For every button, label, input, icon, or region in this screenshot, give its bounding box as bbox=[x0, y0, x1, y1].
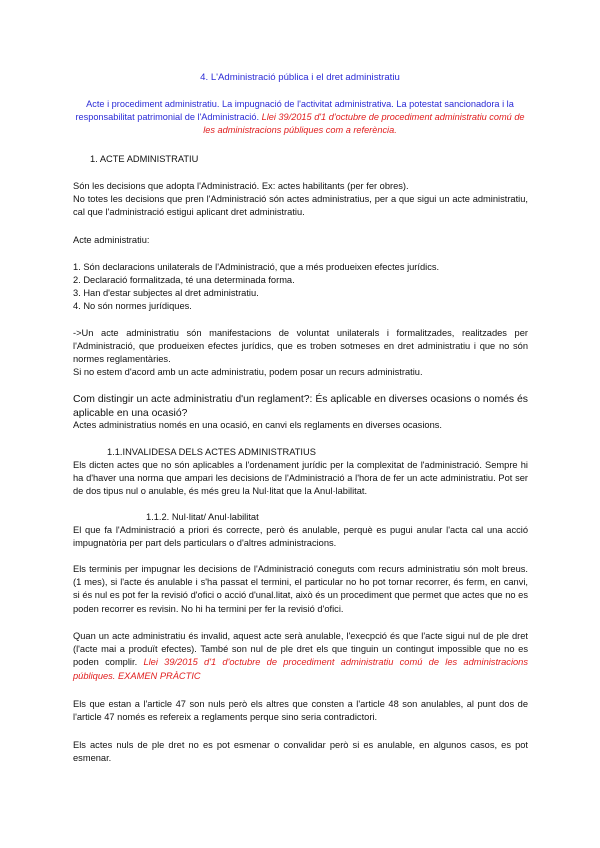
list-item: 3. Han d'estar subjectes al dret administratiu. bbox=[73, 288, 259, 298]
question: Com distingir un acte administratiu d'un reglament?: És aplicable en diverses ocasions o només és aplicable en una ocasió? bbox=[73, 394, 528, 419]
section-heading-1: 1. ACTE ADMINISTRATIU bbox=[90, 154, 199, 164]
paragraph-7: Els terminis per impugnar les decisions de l'Administració coneguts com recurs administratiu són molt breus. (1 mes), si l'acte és anulable i s'ha passat el termini, el particular no ho pot tornar recorrer, és ferm, en canvi, si és nul es pot fer la revisió d'ofici o acció d'unal.litat, això és un procediment que permet que actes que no es poden recorrer es revisin. No hi ha termini per fer la revisió d'ofici. bbox=[73, 564, 528, 614]
section-heading-1-1: 1.1.INVALIDESA DELS ACTES ADMINISTRATIUS bbox=[107, 447, 316, 457]
list-item: 1. Són declaracions unilaterals de l'Administració, que a més produeixen efectes jurídics. bbox=[73, 262, 440, 272]
section-heading-1-1-2: 1.1.2. Nul·litat/ Anul·labilitat bbox=[146, 512, 259, 522]
list-item: 2. Declaració formalitzada, té una determinada forma. bbox=[73, 275, 295, 285]
paragraph-5: Els dicten actes que no són aplicables a l'ordenament jurídic per la complexitat de l'administració. Sempre hi ha d'haver una norma que ampari les decisions de l'Administració a l'hora de fer un acte administratiu. Pot ser de dos tipus nul o anulable, és més greu la Nul·litat que la Anul·labilitat. bbox=[73, 460, 528, 497]
subtitle-law-reference: Llei 39/2015 d'1 d'octubre de procediment administratiu comú de les administracions públiques com a referència. bbox=[203, 112, 525, 135]
paragraph-3: ->Un acte administratiu són manifestacions de voluntat unilaterals i formalitzades, realitzades per l'Administració, que produeixen efectes jurídics, que es troben sotmeses en dret administratiu i que no són normes reglamentàries. bbox=[73, 328, 528, 365]
paragraph-1: Són les decisions que adopta l'Administració. Ex: actes habilitants (per fer obres). bbox=[73, 181, 409, 191]
answer: Actes administratius només en una ocasió, en canvi els reglaments en diverses ocasions. bbox=[73, 420, 442, 430]
paragraph-8-law-reference: Llei 39/2015 d'1 d'octubre de procediment administratiu comú de les administracions públiques. EXAMEN PRÀCTIC bbox=[73, 657, 529, 681]
paragraph-10: Els actes nuls de ple dret no es pot esmenar o convalidar però si es anulable, en algunos casos, es pot esmenar. bbox=[73, 740, 528, 764]
paragraph-4: Si no estem d'acord amb un acte administratiu, podem posar un recurs administratiu. bbox=[73, 367, 423, 377]
paragraph-9: Els que estan a l'article 47 son nuls però els altres que consten a l'article 48 son anulables, al punt dos de l'article 47 només es refereix a reglaments perque sino seria contradictori. bbox=[73, 699, 528, 723]
list-item: 4. No són normes jurídiques. bbox=[73, 301, 192, 311]
paragraph-8-text: Quan un acte administratiu és invalid, aquest acte serà anulable, l'execpció és que l'acte sigui nul de ple dret (l'acte mai a produït efectes). També son nul de ple dret els que tinguin un contingut impossible que no es poden complir. bbox=[73, 631, 528, 668]
page-title: 4. L'Administració pública i el dret administratiu bbox=[200, 72, 400, 83]
acte-label: Acte administratiu: bbox=[73, 235, 150, 245]
subtitle bbox=[70, 98, 530, 137]
subtitle-topics: Acte i procediment administratiu. La impugnació de l'activitat administrativa. La potestat sancionadora i la responsabilitat patrimonial de l'Administració. bbox=[75, 99, 514, 122]
paragraph-6: El que fa l'Administració a priori és correcte, però és anulable, perquè es pugui anular l'acta cal una acció impugnatòria per part dels particulars o d'altres administracions. bbox=[73, 525, 528, 549]
paragraph-8 bbox=[73, 630, 528, 683]
paragraph-2: No totes les decisions que pren l'Administració són actes administratius, per a que sigui un acte administratiu, cal que l'administració estigui aplicant dret administratiu. bbox=[73, 194, 528, 218]
